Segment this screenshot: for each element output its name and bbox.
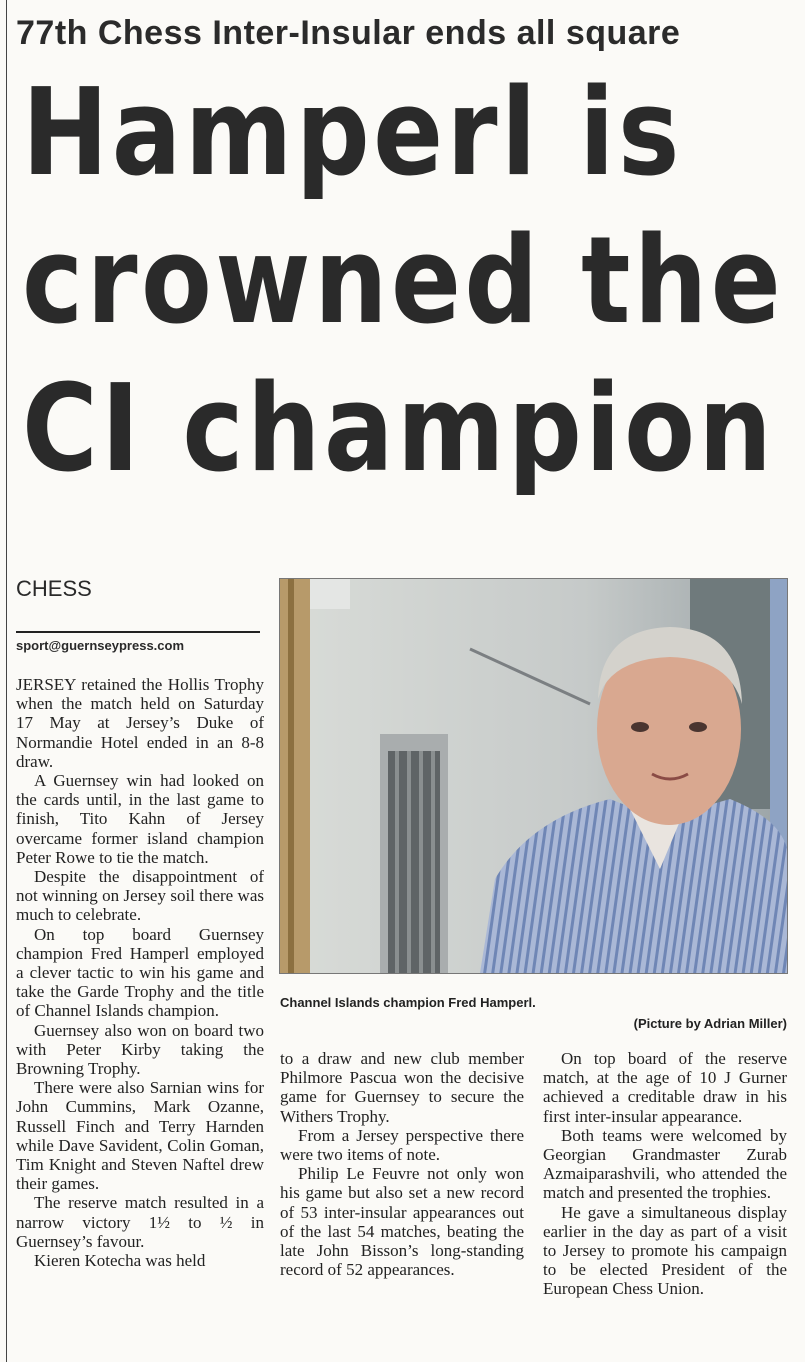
- paragraph: He gave a simultaneous display earlier in the day as part of a visit to Jersey to promote his campaign to be elected President of the European Chess Union.: [543, 1202, 787, 1299]
- paragraph: The reserve match resulted in a narrow victory 1½ to ½ in Guernsey’s favour.: [16, 1193, 264, 1251]
- photo-caption: Channel Islands champion Fred Hamperl.: [280, 995, 536, 1010]
- champion-photo: [279, 578, 788, 974]
- page-left-rule: [6, 0, 7, 1362]
- paragraph: A Guernsey win had looked on the cards until, in the last game to finish, Tito Kahn of Jersey overcame former island champion Peter Rowe to tie the match.: [16, 771, 264, 867]
- paragraph: Both teams were welcomed by Georgian Grandmaster Zurab Azmaiparashvili, who attended the match and presented the trophies.: [543, 1125, 787, 1203]
- article-column-3: [543, 1049, 787, 1357]
- paragraph: JERSEY retained the Hollis Trophy when the match held on Saturday 17 May at Jersey’s Duke of Normandie Hotel ended in an 8-8 draw.: [16, 675, 264, 771]
- headline-line: Hamperl is: [22, 64, 683, 203]
- contact-email[interactable]: sport@guernseypress.com: [16, 638, 185, 653]
- photo-credit: (Picture by Adrian Miller): [633, 1016, 787, 1031]
- paragraph: Guernsey also won on board two with Peter Kirby taking the Browning Trophy.: [16, 1020, 264, 1079]
- paragraph: to a draw and new club member Philmore Pascua won the decisive game for Guernsey to secure the Withers Trophy.: [280, 1049, 524, 1126]
- headline-line: crowned the: [22, 212, 785, 351]
- article-column-1: [16, 675, 264, 1355]
- paragraph: Kieren Kotecha was held: [34, 1251, 206, 1271]
- paragraph: Philip Le Feuvre not only won his game but also set a new record of 53 inter-insular appearances out of the last 54 matches, beating the late John Bisson’s long-standing record of 52 appearances.: [280, 1164, 524, 1280]
- headline-line: CI champion: [22, 360, 776, 499]
- article-headline: [22, 60, 785, 504]
- article-column-2: [280, 1049, 524, 1357]
- section-label: CHESS: [16, 576, 92, 601]
- champion-photo-illustration: [280, 579, 787, 973]
- paragraph: On top board of the reserve match, at the age of 10 J Gurner achieved a creditable draw in his first inter-insular appearance.: [543, 1049, 787, 1126]
- article-kicker: 77th Chess Inter-Insular ends all square: [16, 14, 681, 52]
- paragraph: On top board Guernsey champion Fred Hamperl employed a clever tactic to win his game and take the Garde Trophy and the title of Channel Islands champion.: [16, 924, 264, 1021]
- paragraph: From a Jersey perspective there were two items of note.: [280, 1125, 524, 1165]
- section-divider: [16, 631, 260, 633]
- paragraph: There were also Sarnian wins for John Cummins, Mark Ozanne, Russell Finch and Terry Harnden while Dave Savident, Colin Goman, Tim Knight and Steven Naftel drew their games.: [16, 1078, 264, 1194]
- paragraph: Despite the disappointment of not winning on Jersey soil there was much to celebrate.: [16, 867, 264, 925]
